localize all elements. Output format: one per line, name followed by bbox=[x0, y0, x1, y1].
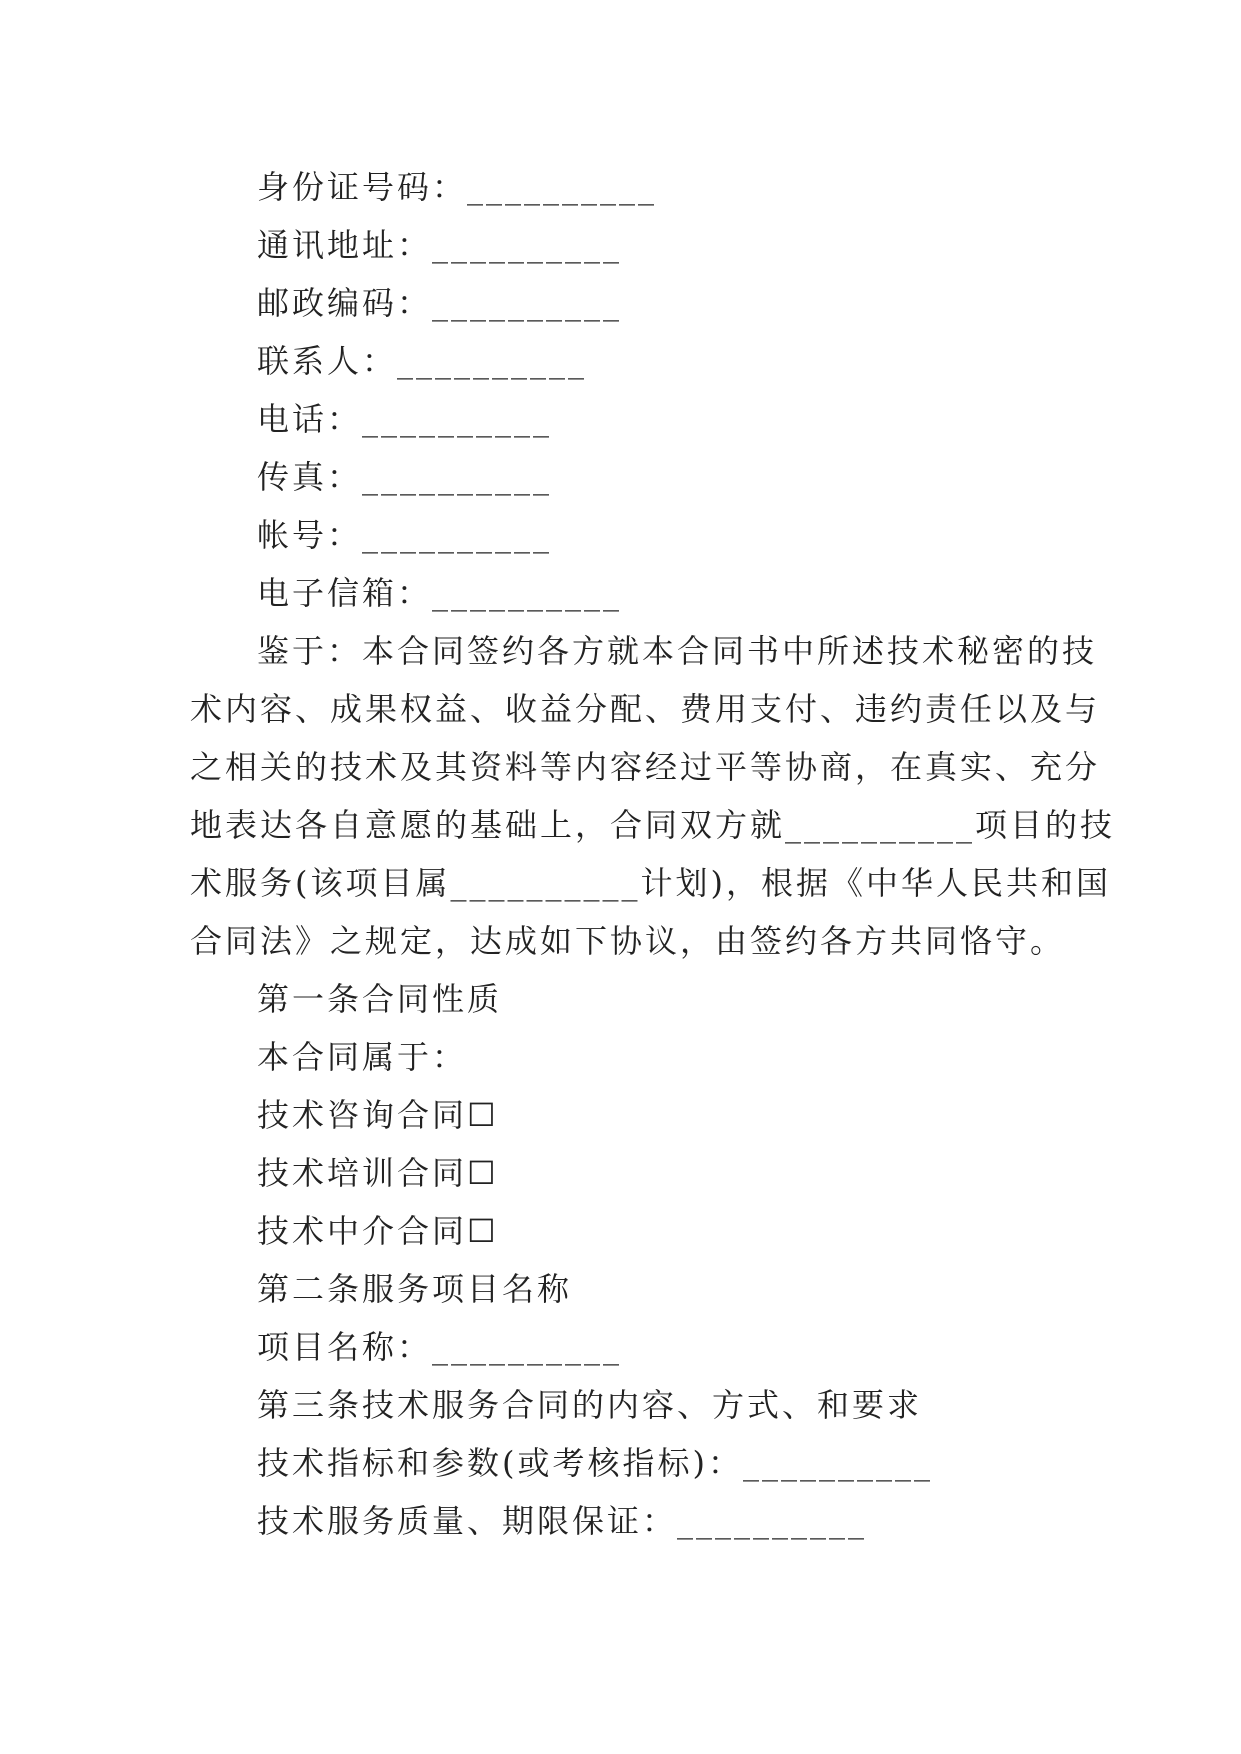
postal-code-field: 邮政编码：__________ bbox=[257, 284, 623, 322]
preamble-line: 之相关的技术及其资料等内容经过平等协商，在真实、充分 bbox=[190, 748, 1101, 786]
phone-field: 电话：__________ bbox=[257, 400, 553, 438]
option-intermediary-contract: 技术中介合同☐ bbox=[257, 1212, 499, 1250]
id-number-field: 身份证号码：__________ bbox=[257, 168, 658, 206]
preamble-line: 鉴于：本合同签约各方就本合同书中所述技术秘密的技 bbox=[257, 632, 1098, 670]
article2-title: 第二条服务项目名称 bbox=[257, 1270, 573, 1308]
article3-title: 第三条技术服务合同的内容、方式、和要求 bbox=[257, 1386, 923, 1424]
account-field: 帐号：__________ bbox=[257, 516, 553, 554]
address-field: 通讯地址：__________ bbox=[257, 226, 623, 264]
preamble-line: 术内容、成果权益、收益分配、费用支付、违约责任以及与 bbox=[190, 690, 1101, 728]
option-training-contract: 技术培训合同☐ bbox=[257, 1154, 499, 1192]
preamble-line: 地表达各自意愿的基础上，合同双方就__________项目的技 bbox=[190, 806, 1116, 844]
project-name-field: 项目名称：__________ bbox=[257, 1328, 623, 1366]
preamble-line: 术服务(该项目属__________计划)，根据《中华人民共和国 bbox=[190, 864, 1111, 902]
fax-field: 传真：__________ bbox=[257, 458, 553, 496]
option-consulting-contract: 技术咨询合同☐ bbox=[257, 1096, 499, 1134]
article1-intro: 本合同属于： bbox=[257, 1038, 468, 1076]
article1-title: 第一条合同性质 bbox=[257, 980, 503, 1018]
service-quality-field: 技术服务质量、期限保证：__________ bbox=[257, 1502, 868, 1540]
preamble-line: 合同法》之规定，达成如下协议，由签约各方共同恪守。 bbox=[190, 922, 1066, 960]
email-field: 电子信箱：__________ bbox=[257, 574, 623, 612]
contact-person-field: 联系人：__________ bbox=[257, 342, 588, 380]
technical-indicators-field: 技术指标和参数(或考核指标)：__________ bbox=[257, 1444, 933, 1482]
